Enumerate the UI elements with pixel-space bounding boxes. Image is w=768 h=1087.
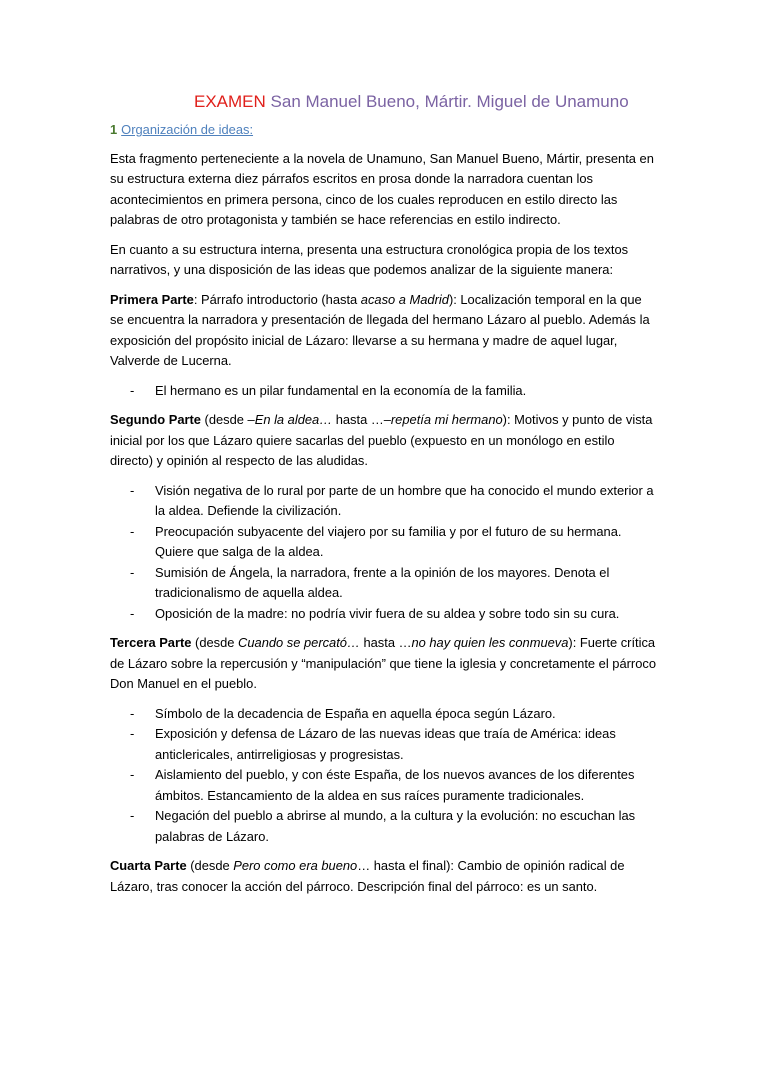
part-name: Primera Parte: [110, 291, 194, 307]
part-paragraph: [110, 410, 658, 472]
part-quote: Cuando se percató…: [238, 635, 360, 650]
bullet-list: [110, 381, 658, 402]
dash-marker: -: [130, 767, 135, 782]
part-text: (desde: [186, 858, 234, 873]
part-text: ): Motivos y punto de vista inicial por los que Lázaro quiere sacarlas del pueblo (expuesto en un monólogo en estilo directo) y opinión al respecto de las aludidas.: [110, 412, 653, 468]
page-title: [110, 91, 658, 113]
document-body: [110, 91, 658, 906]
list-item: [110, 522, 658, 563]
dash-marker: -: [130, 564, 135, 580]
list-item: [110, 604, 658, 625]
list-item-text: Sumisión de Ángela, la narradora, frente a la opinión de los mayores. Denota el tradicionalismo de aquella aldea.: [155, 564, 610, 600]
part-quote: repetía mi hermano: [390, 412, 503, 427]
dash-marker: -: [130, 382, 135, 398]
part-text: (desde: [191, 635, 239, 650]
part-text: ): Fuerte crítica de Lázaro sobre la repercusión y “manipulación” que tiene la iglesia y concretamente el párroco Don Manuel en el pueblo.: [110, 635, 657, 691]
part-paragraph: [110, 633, 658, 695]
list-item-text: Visión negativa de lo rural por parte de un hombre que ha conocido el mundo exterior a la aldea. Defiende la civilización.: [155, 482, 654, 518]
section-heading: [110, 120, 658, 141]
part-name: Cuarta Parte: [110, 858, 187, 873]
dash-marker: -: [130, 705, 135, 721]
list-item: [110, 563, 658, 604]
list-item-text: Símbolo de la decadencia de España en aquella época según Lázaro.: [155, 705, 556, 721]
part-paragraph: [110, 856, 658, 897]
part-paragraph: [110, 290, 658, 372]
list-item: [110, 481, 658, 522]
part-quote: no hay quien les conmueva: [411, 635, 569, 650]
section-number: 1: [110, 122, 118, 137]
dash-marker: -: [130, 482, 135, 498]
list-item: [110, 381, 658, 402]
part-text: … hasta el final): Cambio de opinión radical de Lázaro, tras conocer la acción del párroco. Descripción final del párroco: es un santo.: [110, 858, 625, 894]
part-text: hasta …: [359, 635, 412, 650]
list-item: [110, 765, 658, 806]
part-quote: acaso a Madrid: [360, 291, 449, 307]
dash-marker: -: [130, 605, 135, 621]
list-item: [110, 704, 658, 725]
list-item-text: El hermano es un pilar fundamental en la economía de la familia.: [155, 382, 527, 398]
list-item-text: Negación del pueblo a abrirse al mundo, a la cultura y la evolución: no escuchan las palabras de Lázaro.: [155, 808, 636, 844]
dash-marker: -: [130, 726, 135, 741]
part-name: Segundo Parte: [110, 412, 201, 427]
intro-paragraph: Esta fragmento perteneciente a la novela de Unamuno, San Manuel Bueno, Mártir, presenta en su estructura externa diez párrafos escritos en prosa donde la narradora cuentan los acontecimientos en primera persona, cinco de los cuales reproducen en estilo directo las palabras de otro protagonista y también se hace referencias en estilo indirecto.: [110, 150, 654, 227]
list-item: [110, 806, 658, 847]
part-quote: Pero como era bueno: [233, 858, 358, 873]
dash-marker: -: [130, 808, 135, 823]
list-item: [110, 724, 658, 765]
part-text: hasta …–: [332, 412, 391, 427]
part-name: Tercera Parte: [110, 635, 192, 650]
list-item-text: Oposición de la madre: no podría vivir fuera de su aldea y sobre todo sin su cura.: [155, 605, 620, 621]
list-item-text: Exposición y defensa de Lázaro de las nuevas ideas que traía de América: ideas anticlericales, antirreligiosas y progresistas.: [155, 726, 616, 762]
section-label: Organización de ideas:: [121, 122, 254, 137]
part-quote: En la aldea…: [254, 412, 333, 427]
intro-paragraph: En cuanto a su estructura interna, presenta una estructura cronológica propia de los textos narrativos, y una disposición de las ideas que podemos analizar de la siguiente manera:: [110, 241, 629, 277]
part-text: : Párrafo introductorio (hasta: [193, 291, 361, 307]
part-text: (desde –: [200, 412, 255, 427]
title-work: San Manuel Bueno, Mártir. Miguel de Unamuno: [265, 92, 629, 111]
bullet-list: [110, 704, 658, 848]
list-item-text: Aislamiento del pueblo, y con éste España, de los nuevos avances de los diferentes ámbitos. Estancamiento de la aldea en sus raíces puramente tradicionales.: [155, 767, 635, 803]
part-text: ): Localización temporal en la que se encuentra la narradora y presentación de llegada del hermano Lázaro al pueblo. Además la exposición del propósito inicial de Lázaro: llevarse a su hermana y madre de aquel lugar, Valverde de Lucerna.: [110, 291, 650, 368]
bullet-list: [110, 481, 658, 625]
title-examen: EXAMEN: [194, 92, 266, 111]
dash-marker: -: [130, 523, 135, 539]
list-item-text: Preocupación subyacente del viajero por su familia y por el futuro de su hermana. Quiere que salga de la aldea.: [155, 523, 622, 559]
